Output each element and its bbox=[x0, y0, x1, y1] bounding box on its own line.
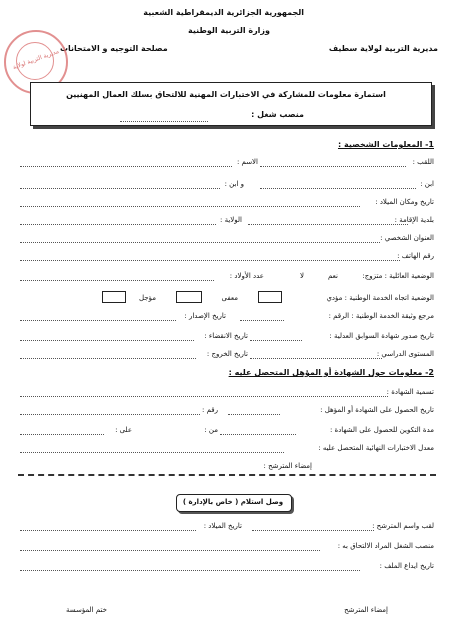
final-avg-label: معدل الاختبارات النهائية المتحصل عليه : bbox=[318, 444, 434, 452]
receipt-birthdate-field[interactable] bbox=[20, 530, 196, 531]
military-done-checkbox[interactable] bbox=[258, 291, 282, 303]
training-from-label: من : bbox=[204, 426, 218, 434]
exempt-label: معفى bbox=[221, 294, 238, 302]
children-label: عدد الأولاد : bbox=[229, 272, 264, 280]
issue-date-field[interactable] bbox=[20, 320, 176, 321]
wilaya-label: الولاية : bbox=[220, 216, 242, 224]
service-doc-label: مرجع وثيقة الخدمة الوطنية : الرقم : bbox=[328, 312, 434, 320]
service-doc-field[interactable] bbox=[240, 320, 284, 321]
section2-heading: 2- معلومات حول الشهادة أو المؤهل المتحصل عليه : bbox=[228, 368, 434, 377]
surname-field[interactable] bbox=[260, 166, 406, 167]
exempt-checkbox[interactable] bbox=[176, 291, 202, 303]
final-avg-field[interactable] bbox=[20, 452, 284, 453]
republic-title: الجمهورية الجزائرية الديمقراطية الشعبية bbox=[143, 8, 304, 17]
cert-date-field[interactable] bbox=[228, 414, 280, 415]
military-status-label: الوضعية اتجاه الخدمة الوطنية : مؤدي bbox=[326, 294, 434, 302]
phone-label: رقم الهاتف : bbox=[397, 252, 434, 260]
ministry-title: وزارة التربية الوطنية bbox=[187, 26, 270, 35]
receipt-candidate-signature: إمضاء المترشح bbox=[344, 606, 388, 614]
receipt-post-label: منصب الشغل المراد الالتحاق به : bbox=[337, 542, 434, 550]
married-no[interactable]: لا bbox=[300, 272, 304, 280]
phone-field[interactable] bbox=[20, 260, 400, 261]
education-field[interactable] bbox=[250, 358, 382, 359]
receipt-institution-seal: ختم المؤسسة bbox=[66, 606, 107, 614]
cert-date-label: تاريخ الحصول على الشهادة أو المؤهل : bbox=[320, 406, 434, 414]
receipt-title: وصل استلام ( خاص بالإدارة ) bbox=[182, 498, 284, 506]
and-son-of-label: و ابن : bbox=[224, 180, 244, 188]
cert-name-field[interactable] bbox=[20, 396, 388, 397]
residence-field[interactable] bbox=[248, 224, 408, 225]
expiry-date-label: تاريخ الانقضاء : bbox=[204, 332, 248, 340]
surname-label: اللقب : bbox=[412, 158, 434, 166]
birth-label: تاريخ ومكان الميلاد : bbox=[375, 198, 434, 206]
receipt-deposit-field[interactable] bbox=[20, 570, 360, 571]
and-son-of-field[interactable] bbox=[20, 188, 220, 189]
training-to-field[interactable] bbox=[20, 434, 104, 435]
section1-heading: 1- المعلومات الشخصية : bbox=[337, 140, 434, 149]
family-status-label: الوضعية العائلية : متزوج: bbox=[362, 272, 434, 280]
cert-name-label: تسمية الشهادة : bbox=[386, 388, 434, 396]
post-line[interactable] bbox=[120, 121, 208, 122]
record-date-field[interactable] bbox=[250, 340, 302, 341]
training-label: مدة التكوين للحصول على الشهادة : bbox=[329, 426, 434, 434]
wilaya-field[interactable] bbox=[20, 224, 216, 225]
married-yes[interactable]: نعم bbox=[328, 272, 338, 280]
training-from-field[interactable] bbox=[220, 434, 296, 435]
directorate-label: مديرية التربية لولاية سطيف bbox=[328, 44, 438, 53]
stamp-text: مديرية التربية لولاية bbox=[11, 47, 61, 72]
post-label: منصب شغل : bbox=[251, 110, 304, 119]
residence-label: بلدية الإقامة : bbox=[394, 216, 434, 224]
exit-date-label: تاريخ الخروج : bbox=[206, 350, 248, 358]
service-label: مصلحة التوجيه و الامتحانات bbox=[60, 44, 168, 53]
receipt-fullname-field[interactable] bbox=[252, 530, 374, 531]
son-of-field[interactable] bbox=[260, 188, 416, 189]
cut-line bbox=[18, 474, 436, 476]
firstname-field[interactable] bbox=[20, 166, 232, 167]
children-field[interactable] bbox=[20, 280, 214, 281]
expiry-date-field[interactable] bbox=[20, 340, 194, 341]
record-date-label: تاريخ صدور شهادة السوابق العدلية : bbox=[329, 332, 434, 340]
son-of-label: ابن : bbox=[420, 180, 434, 188]
training-to-label: على : bbox=[115, 426, 132, 434]
form-title-box bbox=[30, 82, 432, 126]
receipt-birthdate-label: تاريخ الميلاد : bbox=[203, 522, 242, 530]
postponed-checkbox[interactable] bbox=[102, 291, 126, 303]
cert-number-field[interactable] bbox=[20, 414, 200, 415]
receipt-deposit-label: تاريخ ايداع الملف : bbox=[379, 562, 434, 570]
form-title: استمارة معلومات للمشاركة في الاختبارات المهنية للالتحاق بسلك العمال المهنيين bbox=[66, 90, 386, 99]
address-label: العنوان الشخصي : bbox=[380, 234, 434, 242]
issue-date-label: تاريخ الإصدار : bbox=[184, 312, 226, 320]
signature-label: إمضاء المترشح : bbox=[263, 462, 312, 470]
firstname-label: الاسم : bbox=[236, 158, 258, 166]
exit-date-field[interactable] bbox=[20, 358, 196, 359]
address-field[interactable] bbox=[20, 242, 380, 243]
education-label: المستوى الدراسي : bbox=[376, 350, 434, 358]
postponed-label: مؤجل bbox=[139, 294, 156, 302]
receipt-post-field[interactable] bbox=[20, 550, 320, 551]
receipt-fullname-label: لقب واسم المترشح : bbox=[372, 522, 434, 530]
birth-field[interactable] bbox=[20, 206, 360, 207]
cert-number-label: رقم : bbox=[202, 406, 218, 414]
